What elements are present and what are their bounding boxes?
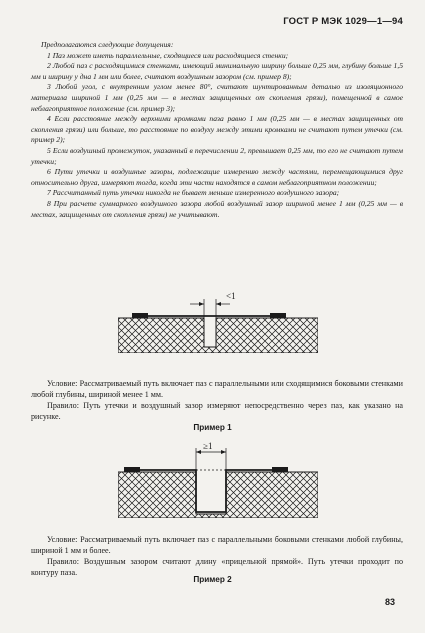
rule-text: Правило: Воздушным зазором считают длину «прицельной прямой». Путь утечки проходит по контуру паза. — [31, 557, 403, 577]
dimension-label: <1 — [226, 291, 236, 301]
assumption-item: 1 Паз может иметь параллельные, сходящиеся или расходящиеся стенки; — [47, 50, 289, 60]
condition-text: Условие: Рассматриваемый путь включает паз с параллельными или сходящимися боковыми стенками любой глубины, шириной менее 1 мм. — [31, 379, 403, 399]
rule-text: Правило: Путь утечки и воздушный зазор измеряют непосредственно через паз, как указано на рисунке. — [31, 401, 403, 421]
conductor-left — [124, 467, 140, 472]
dimension-arrowhead — [196, 450, 201, 454]
dimension-arrowhead — [221, 450, 226, 454]
page-number: 83 — [384, 597, 395, 607]
assumption-item: 7 Рассчитанный путь утечки никогда не бывает меньше измеренного воздушного зазора; — [47, 188, 340, 198]
example2-text — [31, 534, 403, 578]
assumptions-intro: Предполагаются следующие допущения: — [41, 40, 174, 49]
example2-title: Пример 2 — [193, 575, 232, 584]
conductor-right — [272, 467, 288, 472]
dimension-arrowhead — [216, 302, 221, 306]
assumption-item: 2 Любой паз с расходящимися стенками, имеющий минимальную ширину больше 0,25 мм, глубину больше 1,5 мм и ширину у дна 1 мм или более, считают воздушным зазором (см. пример 8); — [31, 61, 403, 81]
example1-figure — [118, 285, 318, 353]
condition-text: Условие: Рассматриваемый путь включает паз с параллельными боковыми стенками любой глубины, шириной 1 мм и более. — [31, 535, 403, 555]
assumption-item: 8 При расчете суммарного воздушного зазора любой воздушный зазор шириной менее 1 мм (0,25 мм — в местах, защищенных от скопления грязи) не учитывают. — [31, 198, 403, 219]
dimension-label: ≥1 — [203, 441, 213, 451]
example1-title: Пример 1 — [193, 423, 232, 432]
example2-figure — [118, 440, 318, 518]
conductor-right — [270, 313, 286, 318]
assumption-item: 3 Любой угол, с внутренним углом менее 80°, считают шунтированным деталью из изоляционного материала шириной 1 мм (0,25 мм — в местах защищенных от скопления грязи), помещенной в самое неблагоприятное положение (см. пример 3); — [31, 82, 403, 113]
assumption-item: 4 Если расстояние между верхними кромками паза равно 1 мм (0,25 мм — в местах защищенных от скопления грязи) или больше, то расстояние по воздуху между этими кромками не считают путем утечки (см. пример 2); — [31, 114, 403, 145]
assumption-item: 5 Если воздушный промежуток, указанный в перечислении 2, превышает 0,25 мм, то его не считают путем утечки; — [31, 145, 403, 166]
conductor-left — [132, 313, 148, 318]
assumptions-block — [31, 40, 403, 220]
dimension-arrowhead — [199, 302, 204, 306]
standard-header: ГОСТ Р МЭК 1029—1—94 — [283, 16, 403, 27]
insulation-body — [118, 318, 318, 353]
assumption-item: 6 Пути утечки и воздушные зазоры, подлежащие измерению между частями, перемещающимися друг относительно друга, измеряют тогда, когда эти части находятся в самом неблагоприятном положении; — [31, 167, 403, 187]
example1-text — [31, 378, 403, 422]
